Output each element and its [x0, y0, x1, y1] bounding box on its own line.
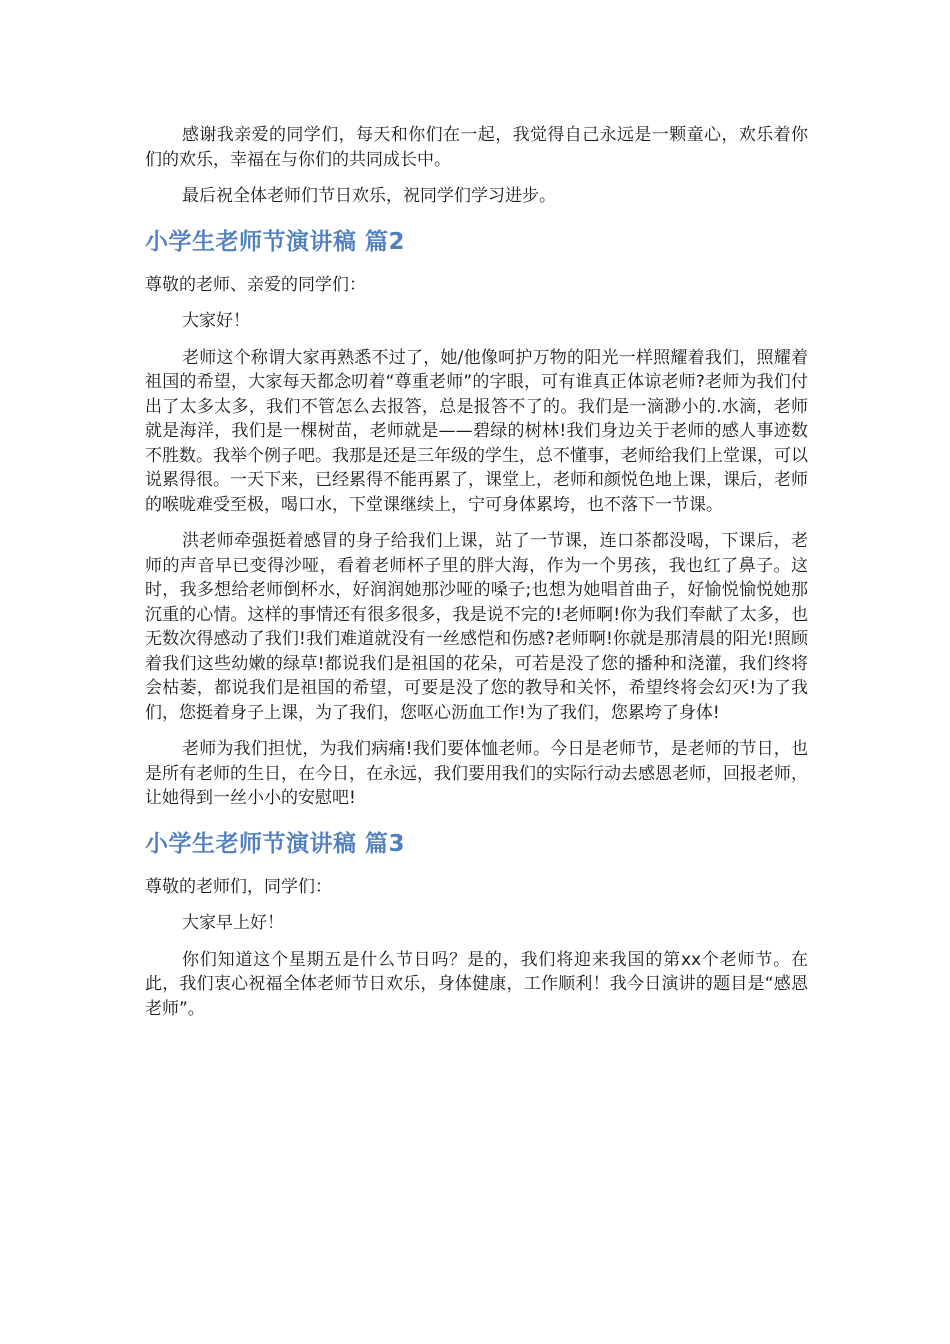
body-paragraph: 感谢我亲爱的同学们，每天和你们在一起，我觉得自己永远是一颗童心，欢乐着你们的欢乐，幸福在与你们的共同成长中。: [145, 125, 808, 170]
salutation: 尊敬的老师、亲爱的同学们：: [145, 274, 366, 295]
section-heading: 小学生老师节演讲稿 篇3: [145, 830, 406, 857]
greeting: 大家早上好！: [182, 913, 284, 933]
section-heading: 小学生老师节演讲稿 篇2: [145, 228, 406, 255]
body-paragraph: 老师为我们担忧，为我们病痛!我们要体恤老师。今日是老师节，是老师的节日，也是所有老师的生日，在今日，在永远，我们要用我们的实际行动去感恩老师，回报老师，让她得到一丝小小的安慰吧!: [145, 739, 808, 808]
body-paragraph: 老师这个称谓大家再熟悉不过了，她/他像呵护万物的阳光一样照耀着我们，照耀着祖国的希望，大家每天都念叨着“尊重老师”的字眼，可有谁真正体谅老师?老师为我们付出了太多太多，我们不管怎么去报答，总是报答不了的。我们是一滴渺小的.水滴，老师就是海洋，我们是一棵树苗，老师就是——碧绿的树林!我们身边关于老师的感人事迹数不胜数。我举个例子吧。我那是还是三年级的学生，总不懂事，老师给我们上堂课，可以说累得很。一天下来，已经累得不能再累了，课堂上，老师和颜悦色地上课，课后，老师的喉咙难受至极，喝口水，下堂课继续上，宁可身体累垮，也不落下一节课。: [145, 347, 808, 515]
greeting: 大家好！: [182, 311, 250, 331]
body-paragraph: 最后祝全体老师们节日欢乐，祝同学们学习进步。: [182, 186, 556, 206]
body-paragraph: 你们知道这个星期五是什么节日吗？是的，我们将迎来我国的第xx个老师节。在此，我们衷心祝福全体老师节日欢乐，身体健康，工作顺利！我今日演讲的题目是“感恩老师”。: [145, 949, 808, 1019]
body-paragraph: 洪老师牵强挺着感冒的身子给我们上课，站了一节课，连口茶都没喝，下课后，老师的声音早已变得沙哑，看着老师杯子里的胖大海，作为一个男孩，我也红了鼻子。这时，我多想给老师倒杯水，好润润她那沙哑的嗓子;也想为她唱首曲子，好愉悦愉悦她那沉重的心情。这样的事情还有很多很多，我是说不完的!老师啊!你为我们奉献了太多，也无数次得感动了我们!我们难道就没有一丝感恺和伤感?老师啊!你就是那清晨的阳光!照顾着我们这些幼嫩的绿草!都说我们是祖国的花朵，可若是没了您的播种和浇灌，我们终将会枯萎，都说我们是祖国的希望，可要是没了您的教导和关怀，希望终将会幻灭!为了我们，您挺着身子上课，为了我们，您呕心沥血工作!为了我们，您累垮了身体!: [145, 531, 808, 723]
document-page: [145, 123, 808, 1033]
salutation: 尊敬的老师们，同学们：: [145, 876, 332, 897]
